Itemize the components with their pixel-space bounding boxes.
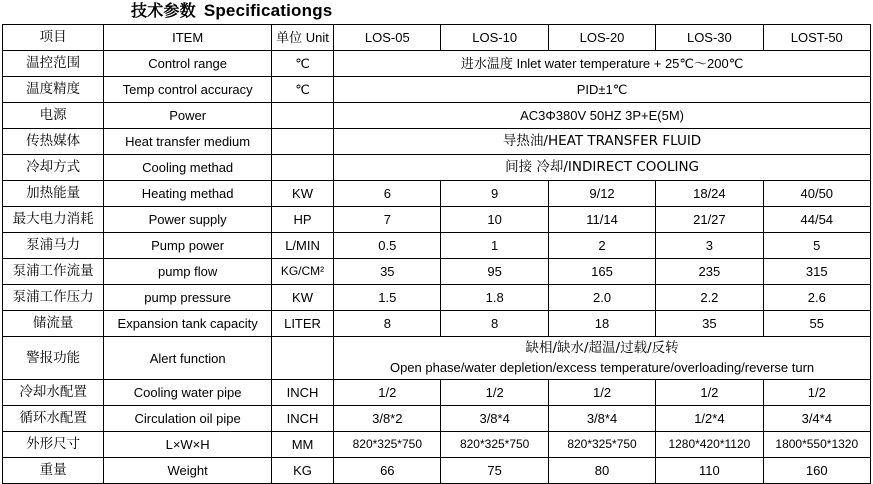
row-value: 44/54 [763, 207, 870, 233]
row-value: 21/27 [656, 207, 763, 233]
row-value: 1/2*4 [656, 406, 763, 432]
table-row [3, 285, 871, 311]
table-header-row [3, 25, 871, 51]
row-label-en: Heating methad [104, 181, 272, 207]
row-value: 3/4*4 [763, 406, 870, 432]
row-value: 2.6 [763, 285, 870, 311]
row-value: 3/8*2 [334, 406, 441, 432]
header-item-en: ITEM [104, 25, 272, 51]
row-label-en: pump pressure [104, 285, 272, 311]
header-model-3: LOS-20 [548, 25, 655, 51]
row-value: 820*325*750 [334, 432, 441, 458]
row-label-en: Cooling water pipe [104, 380, 272, 406]
table-row [3, 233, 871, 259]
row-value: 3 [656, 233, 763, 259]
table-row [3, 458, 871, 484]
table-row [3, 432, 871, 458]
row-unit [271, 155, 333, 181]
table-row [3, 207, 871, 233]
table-row [3, 103, 871, 129]
row-label-cn: 温控范围 [3, 51, 104, 77]
row-value: 35 [656, 311, 763, 337]
row-value: 66 [334, 458, 441, 484]
row-label-cn: 泵浦工作流量 [3, 259, 104, 285]
row-unit: MM [271, 432, 333, 458]
table-row [3, 77, 871, 103]
row-value: 75 [441, 458, 548, 484]
row-label-en: Expansion tank capacity [104, 311, 272, 337]
row-value: 1.8 [441, 285, 548, 311]
row-value: 55 [763, 311, 870, 337]
row-label-en: Temp control accuracy [104, 77, 272, 103]
table-row [3, 129, 871, 155]
row-span-value-cn: 进水温度 [460, 56, 513, 72]
row-value: 110 [656, 458, 763, 484]
row-unit: KG [271, 458, 333, 484]
table-row [3, 380, 871, 406]
alert-text-en: Open phase/water depletion/excess temperature/overloading/reverse turn [389, 360, 815, 375]
row-unit: KG/CM² [271, 259, 333, 285]
header-model-4: LOS-30 [656, 25, 763, 51]
row-value: 1/2 [334, 380, 441, 406]
row-unit: KW [271, 285, 333, 311]
row-label-cn: 电源 [3, 103, 104, 129]
row-value: 2 [548, 233, 655, 259]
row-label-en: Power supply [104, 207, 272, 233]
row-value: 1/2 [656, 380, 763, 406]
row-value: 8 [334, 311, 441, 337]
header-model-5: LOST-50 [763, 25, 870, 51]
row-span-value-en: Inlet water temperature + 25℃～200℃ [512, 55, 744, 71]
row-label-cn: 传热媒体 [3, 129, 104, 155]
table-row [3, 155, 871, 181]
row-value: 160 [763, 458, 870, 484]
row-value: 2.0 [548, 285, 655, 311]
header-unit-cn: 单位 [276, 30, 303, 46]
row-value: 10 [441, 207, 548, 233]
row-value: 1/2 [763, 380, 870, 406]
header-unit-en: Unit [305, 29, 329, 45]
row-label-cn: 最大电力消耗 [3, 207, 104, 233]
table-row [3, 51, 871, 77]
row-label-cn: 循环水配置 [3, 406, 104, 432]
row-unit: INCH [271, 406, 333, 432]
row-label-cn: 泵浦工作压力 [3, 285, 104, 311]
row-value: 820*325*750 [441, 432, 548, 458]
alert-text-cn: 缺相/缺水/超温/过载/反转 [525, 340, 679, 356]
row-label-cn: 警报功能 [3, 337, 104, 380]
row-alert-value [334, 337, 871, 380]
row-value: 35 [334, 259, 441, 285]
header-item-cn: 项目 [3, 25, 104, 51]
row-value: 1/2 [548, 380, 655, 406]
row-label-en: Circulation oil pipe [104, 406, 272, 432]
row-value: 9 [441, 181, 548, 207]
row-label-en: Cooling methad [104, 155, 272, 181]
row-label-cn: 外形尺寸 [3, 432, 104, 458]
row-value: 95 [441, 259, 548, 285]
row-unit: LITER [271, 311, 333, 337]
row-value: 5 [763, 233, 870, 259]
page-title-en: Specificationgs [203, 1, 333, 20]
row-label-en: Weight [104, 458, 272, 484]
table-row [3, 311, 871, 337]
row-unit: L/MIN [271, 233, 333, 259]
row-value: 9/12 [548, 181, 655, 207]
row-value: 80 [548, 458, 655, 484]
row-unit [271, 129, 333, 155]
row-value: 8 [441, 311, 548, 337]
row-unit: ℃ [271, 77, 333, 103]
page-title [0, 0, 873, 24]
table-row-alert [3, 337, 871, 380]
row-value: 235 [656, 259, 763, 285]
row-value: 7 [334, 207, 441, 233]
header-model-2: LOS-10 [441, 25, 548, 51]
row-label-cn: 冷却水配置 [3, 380, 104, 406]
table-row [3, 181, 871, 207]
row-unit: INCH [271, 380, 333, 406]
header-unit [271, 25, 333, 51]
row-label-en: L×W×H [104, 432, 272, 458]
row-value: 820*325*750 [548, 432, 655, 458]
row-value: 1280*420*1120 [656, 432, 763, 458]
row-label-cn: 温度精度 [3, 77, 104, 103]
row-value: 315 [763, 259, 870, 285]
row-value: 1/2 [441, 380, 548, 406]
row-label-en: Power [104, 103, 272, 129]
row-unit: ℃ [271, 51, 333, 77]
row-unit: KW [271, 181, 333, 207]
row-label-en: Control range [104, 51, 272, 77]
row-span-value: AC3Φ380V 50HZ 3P+E(5M) [334, 103, 871, 129]
row-value: 1 [441, 233, 548, 259]
row-unit [271, 337, 333, 380]
row-value: 11/14 [548, 207, 655, 233]
row-span-value: 间接 冷却/INDIRECT COOLING [334, 155, 871, 181]
row-label-cn: 重量 [3, 458, 104, 484]
row-label-cn: 加热能量 [3, 181, 104, 207]
row-value: 40/50 [763, 181, 870, 207]
table-row [3, 259, 871, 285]
row-label-en: Alert function [104, 337, 272, 380]
row-span-value: 导热油/HEAT TRANSFER FLUID [334, 129, 871, 155]
row-unit [271, 103, 333, 129]
row-unit: HP [271, 207, 333, 233]
row-label-cn: 储流量 [3, 311, 104, 337]
row-label-en: Pump power [104, 233, 272, 259]
row-value: 1800*550*1320 [763, 432, 870, 458]
table-row [3, 406, 871, 432]
row-value: 2.2 [656, 285, 763, 311]
row-value: 3/8*4 [548, 406, 655, 432]
row-label-en: Heat transfer medium [104, 129, 272, 155]
header-model-1: LOS-05 [334, 25, 441, 51]
page-title-cn: 技术参数 [131, 1, 196, 20]
specifications-table [2, 24, 871, 484]
row-span-value [334, 51, 871, 77]
row-span-value: PID±1℃ [334, 77, 871, 103]
row-value: 18 [548, 311, 655, 337]
row-value: 18/24 [656, 181, 763, 207]
row-value: 3/8*4 [441, 406, 548, 432]
row-value: 6 [334, 181, 441, 207]
row-value: 165 [548, 259, 655, 285]
row-label-en: pump flow [104, 259, 272, 285]
row-label-cn: 泵浦马力 [3, 233, 104, 259]
row-value: 1.5 [334, 285, 441, 311]
row-label-cn: 冷却方式 [3, 155, 104, 181]
row-value: 0.5 [334, 233, 441, 259]
